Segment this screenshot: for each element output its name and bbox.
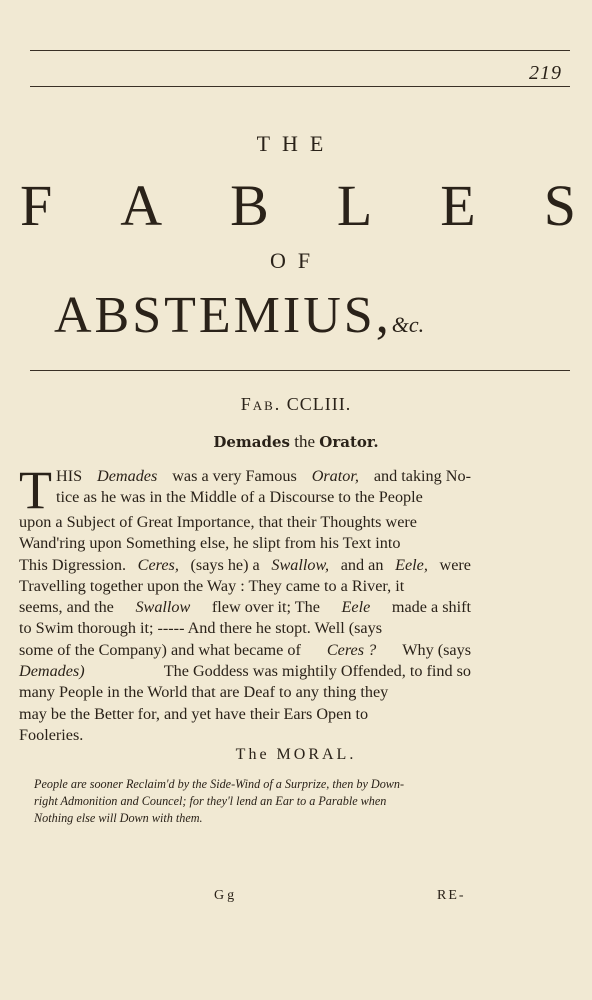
- text-line: [19, 661, 471, 682]
- text-run: Orator,: [311, 467, 359, 485]
- catchword: RE-: [437, 888, 466, 903]
- text-line: [19, 618, 471, 639]
- fable-text: [19, 460, 471, 746]
- drop-cap: T: [19, 460, 52, 520]
- text-run: Fooleries.: [19, 725, 84, 744]
- text-run: some of the Company) and what became of: [19, 640, 301, 659]
- text-run: Ceres ?: [326, 640, 377, 659]
- text-run: Demades): [19, 662, 85, 681]
- header-rule: [30, 86, 570, 87]
- text-line: [56, 487, 471, 508]
- moral-heading: The MORAL.: [235, 746, 357, 763]
- text-line: [19, 640, 471, 661]
- text-run: flew over it; The: [211, 598, 320, 617]
- top-rule: [30, 50, 570, 51]
- moral-line: right Admonition and Councel; for they'l lend an Ear to a Parable when: [34, 794, 387, 808]
- text-run: Eele,: [395, 555, 428, 574]
- text-run: The Goddess was mightily Offended, to find so: [163, 662, 471, 681]
- text-run: Swallow,: [271, 555, 330, 574]
- text-run: Ceres,: [137, 555, 179, 574]
- text-line: [19, 555, 471, 576]
- fable-subtitle: [0, 432, 592, 452]
- text-line: [19, 533, 471, 554]
- text-line: [19, 597, 471, 618]
- title-of: OF: [269, 248, 323, 273]
- text-line: [19, 704, 471, 725]
- title-letter: E: [440, 173, 476, 238]
- text-run: were: [439, 555, 471, 574]
- title-the: THE: [256, 131, 336, 156]
- subtitle-the: the: [294, 432, 316, 451]
- moral-line: Nothing else will Down with them.: [34, 811, 203, 825]
- subtitle-demades: Demades: [213, 433, 290, 451]
- text-line: [19, 725, 471, 746]
- text-run: made a shift: [391, 598, 471, 617]
- title-letter: A: [120, 173, 163, 238]
- fable-number: [0, 394, 592, 415]
- text-line: [19, 682, 471, 703]
- fable-prefix: Fab.: [240, 394, 282, 414]
- etc-mark: &c.: [391, 312, 425, 337]
- moral-line: People are sooner Reclaim'd by the Side-Wind of a Surprize, then by Down-: [34, 777, 405, 791]
- text-line: [19, 512, 471, 533]
- text-run: seems, and the: [19, 598, 114, 617]
- signature-mark: Gg: [214, 888, 238, 903]
- moral-text: [34, 776, 470, 827]
- text-line: [19, 576, 471, 597]
- text-run: many People in the World that are Deaf to any thing they: [19, 683, 389, 702]
- page-number: 219: [529, 62, 562, 84]
- text-run: Travelling together upon the Way : They came to a River, it: [19, 576, 405, 595]
- title-letter: L: [336, 173, 373, 238]
- text-run: may be the Better for, and yet have their Ears Open to: [19, 704, 369, 723]
- text-run: and an: [340, 555, 384, 574]
- text-run: and taking No-: [373, 467, 471, 485]
- text-run: to Swim thorough it; ----- And there he stopt. Well (says: [19, 619, 383, 638]
- title-letter: F: [20, 173, 53, 238]
- title-letter: S: [543, 173, 576, 238]
- text-run: tice as he was in the Middle of a Discourse to the People: [56, 488, 423, 507]
- text-run: (says he) a: [190, 555, 260, 574]
- text-run: HIS: [56, 467, 83, 485]
- subtitle-orator: Orator.: [319, 433, 379, 451]
- title-fables: [20, 172, 576, 239]
- title-letter: B: [230, 173, 269, 238]
- text-run: This Digression.: [19, 555, 127, 574]
- text-run: Eele: [341, 598, 371, 617]
- text-run: Swallow: [135, 598, 191, 617]
- title-rule: [30, 370, 570, 371]
- author-name: ABSTEMIUS,: [54, 287, 392, 344]
- text-line: [56, 466, 471, 487]
- text-run: Why (says: [402, 640, 471, 659]
- text-run: upon a Subject of Great Importance, that their Thoughts were: [19, 513, 417, 531]
- fable-numeral: CCLIII.: [286, 394, 352, 414]
- text-run: was a very Famous: [172, 467, 297, 485]
- text-run: Demades: [97, 467, 158, 485]
- text-run: Wand'ring upon Something else, he slipt from his Text into: [19, 534, 401, 553]
- title-author: [54, 286, 424, 345]
